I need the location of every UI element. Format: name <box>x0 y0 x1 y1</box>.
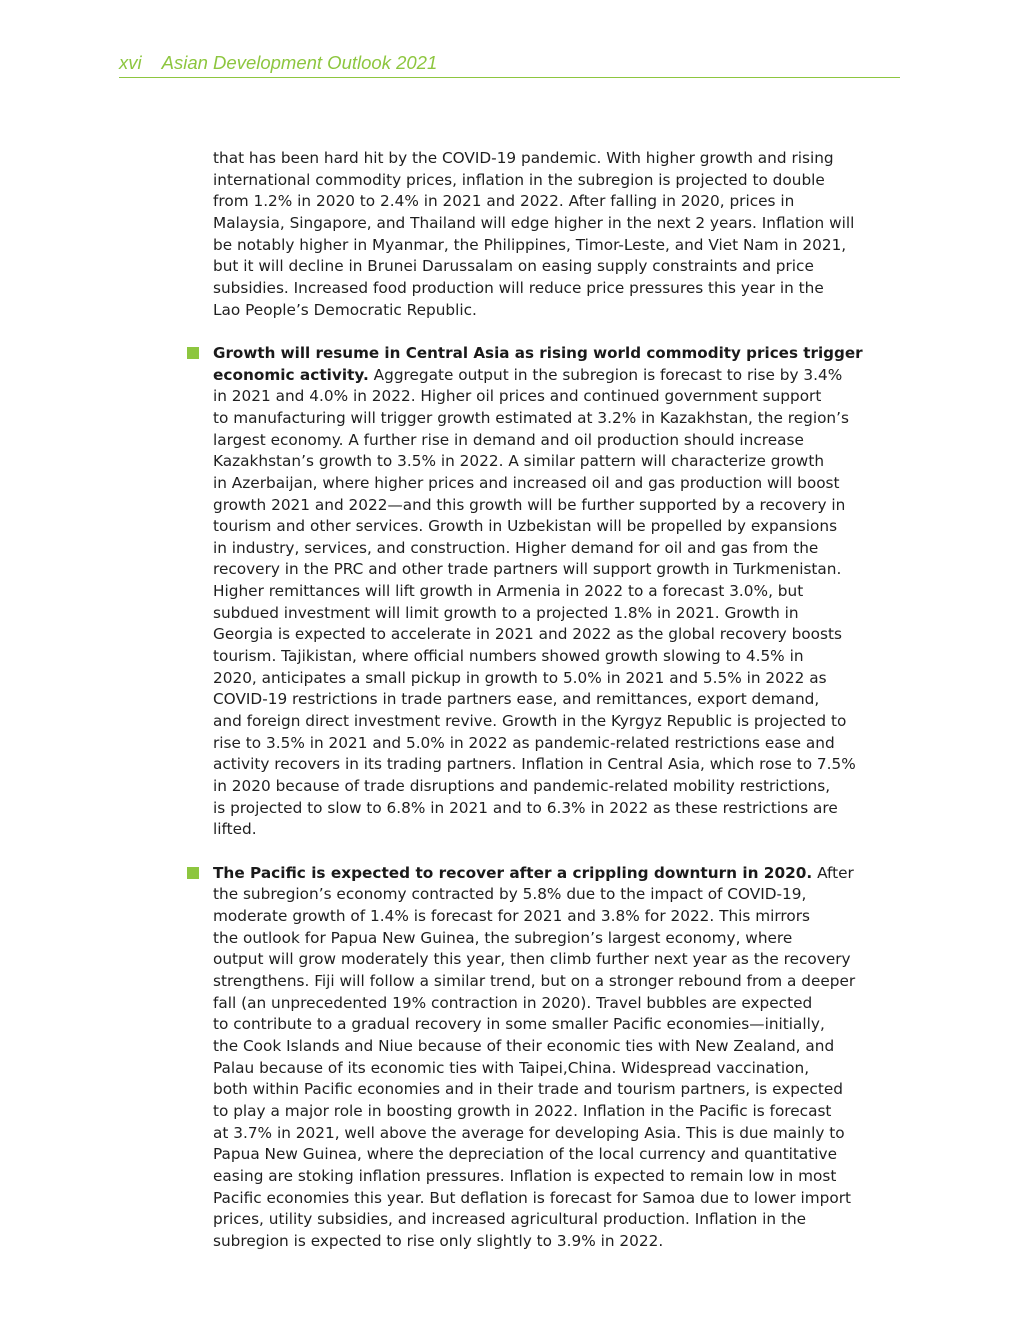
text-line: tourism. Tajikistan, where official numbers showed growth slowing to 4.5% in <box>213 647 804 666</box>
text-line: subdued investment will limit growth to a projected 1.8% in 2021. Growth in <box>213 603 799 622</box>
text-line: COVID-19 restrictions in trade partners ease, and remittances, export demand, <box>213 690 820 709</box>
text-line: Georgia is expected to accelerate in 2021 and 2022 as the global recovery boosts <box>213 625 842 644</box>
text-line: 2020, anticipates a small pickup in growth to 5.0% in 2021 and 5.5% in 2022 as <box>213 668 827 687</box>
text-line: subsidies. Increased food production will reduce price pressures this year in the <box>213 278 824 297</box>
text-line: in Azerbaijan, where higher prices and increased oil and gas production will boost <box>213 473 840 492</box>
text-line <box>213 863 863 885</box>
bullet-lead: Growth will resume in Central Asia as rising world commodity prices trigger <box>213 343 863 362</box>
text-line: subregion is expected to rise only slightly to 3.9% in 2022. <box>213 1231 664 1250</box>
text-line: fall (an unprecedented 19% contraction in 2020). Travel bubbles are expected <box>213 993 813 1012</box>
text-line: the subregion’s economy contracted by 5.8% due to the impact of COVID-19, <box>213 885 807 904</box>
continuation-paragraph <box>213 148 863 321</box>
text-line: Malaysia, Singapore, and Thailand will edge higher in the next 2 years. Inflation will <box>213 213 855 232</box>
text-line: in 2021 and 4.0% in 2022. Higher oil prices and continued government support <box>213 387 822 406</box>
text-line: in 2020 because of trade disruptions and pandemic-related mobility restrictions, <box>213 777 831 796</box>
text-line: is projected to slow to 6.8% in 2021 and to 6.3% in 2022 as these restrictions are <box>213 798 838 817</box>
bullet-text: After <box>812 863 854 882</box>
text-line: easing are stoking inflation pressures. Inflation is expected to remain low in most <box>213 1166 837 1185</box>
text-line: moderate growth of 1.4% is forecast for 2021 and 3.8% for 2022. This mirrors <box>213 906 811 925</box>
text-line: international commodity prices, inflation in the subregion is projected to double <box>213 170 825 189</box>
text-line: Higher remittances will lift growth in Armenia in 2022 to a forecast 3.0%, but <box>213 582 804 601</box>
text-line: the outlook for Papua New Guinea, the subregion’s largest economy, where <box>213 928 793 947</box>
text-line: both within Pacific economies and in their trade and tourism partners, is expected <box>213 1080 843 1099</box>
text-line: largest economy. A further rise in demand and oil production should increase <box>213 430 804 449</box>
text-line: activity recovers in its trading partners. Inflation in Central Asia, which rose to 7.5% <box>213 755 856 774</box>
text-line: recovery in the PRC and other trade partners will support growth in Turkmenistan. <box>213 560 842 579</box>
text-line: Kazakhstan’s growth to 3.5% in 2022. A similar pattern will characterize growth <box>213 452 825 471</box>
bullet-pacific <box>213 863 863 1253</box>
bullet-lead: economic activity. <box>213 365 369 384</box>
text-line: lifted. <box>213 820 257 839</box>
bullet-central-asia <box>213 343 863 841</box>
text-line: in industry, services, and construction. Higher demand for oil and gas from the <box>213 538 819 557</box>
text-line: Papua New Guinea, where the depreciation of the local currency and quantitative <box>213 1145 838 1164</box>
text-line: Palau because of its economic ties with Taipei,China. Widespread vaccination, <box>213 1058 810 1077</box>
bullet-lead: The Pacific is expected to recover after a crippling downturn in 2020. <box>213 863 813 882</box>
bullet-square-icon <box>187 867 199 879</box>
text-line: to manufacturing will trigger growth estimated at 3.2% in Kazakhstan, the region’s <box>213 408 849 427</box>
text-line: tourism and other services. Growth in Uzbekistan will be propelled by expansions <box>213 517 838 536</box>
text-line: from 1.2% in 2020 to 2.4% in 2021 and 2022. After falling in 2020, prices in <box>213 192 795 211</box>
text-line: and foreign direct investment revive. Growth in the Kyrgyz Republic is projected to <box>213 712 847 731</box>
publication-title: Asian Development Outlook 2021 <box>161 52 438 73</box>
text-line: rise to 3.5% in 2021 and 5.0% in 2022 as pandemic-related restrictions ease and <box>213 733 835 752</box>
text-line: strengthens. Fiji will follow a similar trend, but on a stronger rebound from a deeper <box>213 971 856 990</box>
bullet-square-icon <box>187 347 199 359</box>
text-line <box>213 365 863 387</box>
text-line: be notably higher in Myanmar, the Philippines, Timor-Leste, and Viet Nam in 2021, <box>213 235 847 254</box>
text-line: output will grow moderately this year, then climb further next year as the recovery <box>213 950 851 969</box>
text-line: at 3.7% in 2021, well above the average for developing Asia. This is due mainly to <box>213 1123 845 1142</box>
main-content <box>213 148 863 1252</box>
text-line: growth 2021 and 2022—and this growth will be further supported by a recovery in <box>213 495 846 514</box>
text-line: Lao People’s Democratic Republic. <box>213 300 477 319</box>
text-line: to play a major role in boosting growth in 2022. Inflation in the Pacific is forecast <box>213 1101 832 1120</box>
text-line: Pacific economies this year. But deflation is forecast for Samoa due to lower import <box>213 1188 852 1207</box>
bullet-text: Aggregate output in the subregion is forecast to rise by 3.4% <box>368 365 843 384</box>
text-line: but it will decline in Brunei Darussalam on easing supply constraints and price <box>213 257 814 276</box>
text-line: prices, utility subsidies, and increased agricultural production. Inflation in the <box>213 1210 807 1229</box>
text-line: to contribute to a gradual recovery in some smaller Pacific economies—initially, <box>213 1015 825 1034</box>
text-line: that has been hard hit by the COVID-19 pandemic. With higher growth and rising <box>213 149 834 167</box>
page-number: xvi <box>119 52 142 73</box>
running-header <box>119 52 900 78</box>
text-line <box>213 343 863 365</box>
text-line: the Cook Islands and Niue because of their economic ties with New Zealand, and <box>213 1036 835 1055</box>
